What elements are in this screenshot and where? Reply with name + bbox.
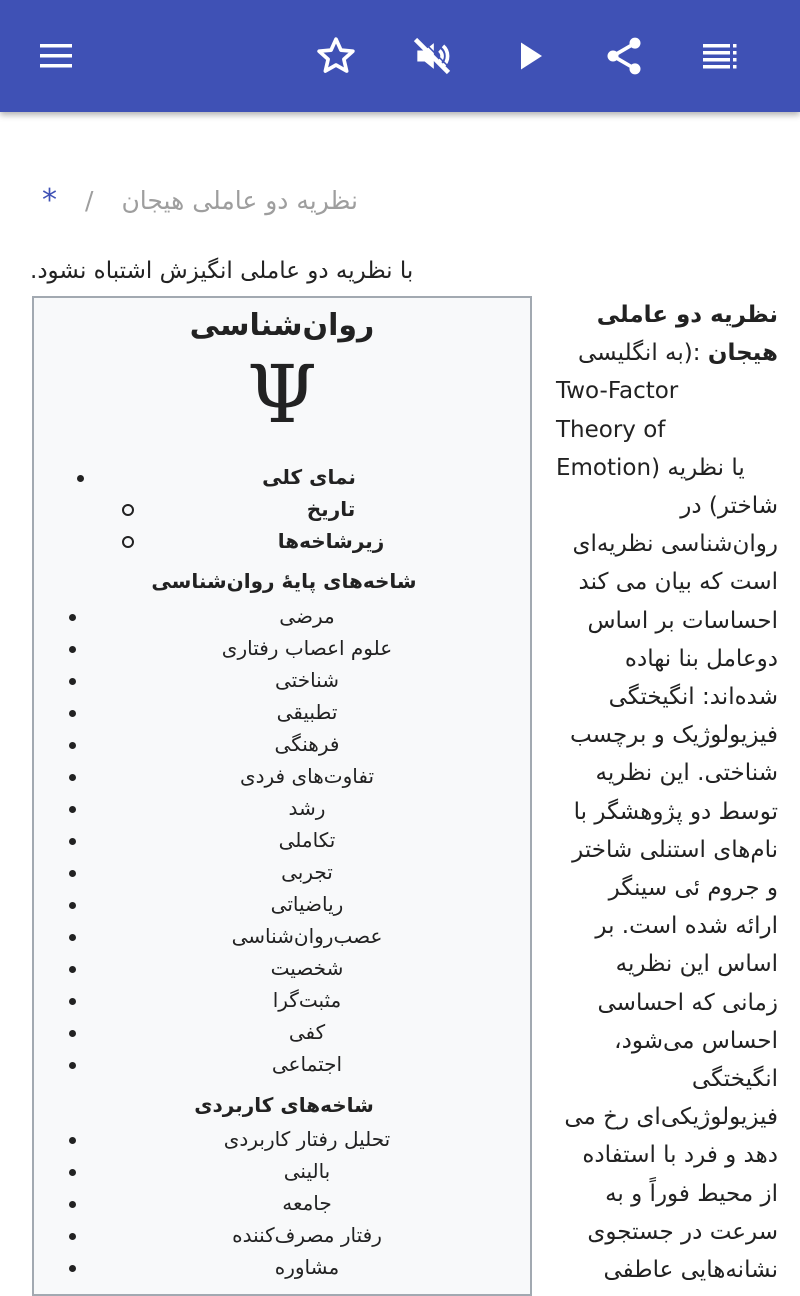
- basic-branch-item[interactable]: [34, 600, 530, 632]
- basic-branch-item[interactable]: [34, 760, 530, 792]
- bullet-icon: [69, 934, 76, 941]
- applied-branch-item-label: بالینی: [283, 1159, 331, 1183]
- breadcrumb-separator: /: [85, 185, 94, 215]
- article-line-text: Theory of: [556, 416, 666, 443]
- article-line: [556, 984, 778, 1022]
- article-line-text: فیزیولوژیک و برچسب: [569, 722, 778, 749]
- basic-branch-item[interactable]: [34, 728, 530, 760]
- article-line: [556, 411, 778, 449]
- basic-branch-item-label: شخصیت: [270, 956, 344, 980]
- article-line-text: اساس این نظریه: [615, 951, 778, 978]
- hamburger-menu-icon[interactable]: [32, 32, 80, 80]
- bullet-icon: [69, 710, 76, 717]
- table-of-contents-icon[interactable]: [696, 32, 744, 80]
- infobox-title: روان‌شناسی: [189, 308, 375, 343]
- applied-branch-item[interactable]: [34, 1251, 530, 1283]
- article-line-text: روان‌شناسی نظریه‌ای: [572, 531, 778, 558]
- basic-branch-item-label: تکاملی: [278, 828, 336, 852]
- basic-branch-item-label: رشد: [288, 796, 326, 820]
- basic-branch-item-label: تطبیقی: [276, 700, 338, 724]
- article-line: [556, 1060, 778, 1098]
- applied-branch-item[interactable]: [34, 1219, 530, 1251]
- basic-branch-item[interactable]: [34, 856, 530, 888]
- overview-item-label: نمای کلی: [262, 465, 356, 489]
- article-line-text: Emotion) یا نظریه: [556, 454, 745, 481]
- infobox: [32, 296, 532, 1296]
- bullet-icon: [69, 742, 76, 749]
- basic-branch-item[interactable]: [34, 632, 530, 664]
- applied-branch-item-label: مشاوره: [274, 1255, 340, 1279]
- bullet-icon: [69, 1062, 76, 1069]
- article-line-text: از محیط فوراً و به: [605, 1180, 778, 1207]
- article-line: [556, 1098, 778, 1136]
- applied-branches-heading: [34, 1089, 530, 1121]
- hatnote: .با نظریه دو عاملی انگیزش اشتباه نشود: [30, 258, 414, 284]
- article-line-text: نشانه‌هایی عاطفی: [603, 1257, 778, 1284]
- article-line: [556, 1175, 778, 1213]
- article-line-text: و جروم ئی سینگر: [608, 875, 778, 902]
- basic-branch-item-label: عصب‌روان‌شناسی: [231, 924, 383, 948]
- article-line-text: ارائه شده است. بر: [595, 913, 778, 940]
- basic-branch-item[interactable]: [34, 1048, 530, 1080]
- article-line: [556, 334, 778, 372]
- article-line-text: زمانی که احساسی: [597, 989, 778, 1016]
- basic-branch-item[interactable]: [34, 696, 530, 728]
- article-line-text: دهد و فرد با استفاده: [582, 1142, 778, 1169]
- bullet-icon: [69, 838, 76, 845]
- bullet-icon: [69, 1137, 76, 1144]
- star-outline-icon[interactable]: [312, 32, 360, 80]
- basic-branches-heading: [34, 565, 530, 597]
- breadcrumb: [42, 180, 358, 220]
- article-text: [556, 296, 778, 1289]
- article-line-text: سرعت در جستجوی: [587, 1218, 778, 1245]
- basic-branch-item[interactable]: [34, 952, 530, 984]
- article-line: [556, 602, 778, 640]
- circle-bullet-icon: [122, 504, 134, 516]
- basic-branch-item[interactable]: [34, 888, 530, 920]
- article-line: [556, 296, 778, 334]
- circle-bullet-icon: [122, 536, 134, 548]
- article-bold-term: هیجان: [707, 340, 778, 367]
- article-line-text: توسط دو پژوهشگر با: [573, 798, 778, 825]
- article-line-text: احساس می‌شود،: [614, 1027, 778, 1054]
- applied-branch-item[interactable]: [34, 1155, 530, 1187]
- overview-subitem[interactable]: [34, 525, 530, 557]
- breadcrumb-root-link[interactable]: *: [42, 182, 57, 218]
- applied-branch-item[interactable]: [34, 1123, 530, 1155]
- article-line-text: انگیختگی: [691, 1066, 778, 1093]
- basic-branch-item-label: مثبت‌گرا: [272, 988, 342, 1012]
- applied-branch-item[interactable]: [34, 1187, 530, 1219]
- basic-branch-item-label: تفاوت‌های فردی: [239, 764, 375, 788]
- article-line: [556, 487, 778, 525]
- basic-branch-item[interactable]: [34, 664, 530, 696]
- basic-branch-item-label: ریاضیاتی: [270, 892, 344, 916]
- article-line: [556, 525, 778, 563]
- basic-branch-item-label: شناختی: [275, 668, 339, 692]
- basic-branch-item-label: فرهنگی: [274, 732, 340, 756]
- bullet-icon: [69, 870, 76, 877]
- article-line-text: است که بیان می کند: [578, 569, 778, 596]
- article-line-text: شاختر) در: [680, 493, 778, 520]
- basic-branch-item[interactable]: [34, 824, 530, 856]
- psi-symbol: Ψ: [246, 348, 318, 441]
- bullet-icon: [69, 806, 76, 813]
- basic-branch-item[interactable]: [34, 920, 530, 952]
- overview-subitem[interactable]: [34, 493, 530, 525]
- article-line: [556, 678, 778, 716]
- applied-branch-item-label: جامعه: [282, 1191, 332, 1215]
- article-line: [556, 372, 778, 410]
- article-bold-term: نظریه دو عاملی: [596, 302, 778, 328]
- article-line-text: نام‌های استنلی شاختر: [572, 836, 778, 863]
- applied-branches-heading-label: شاخه‌های کاربردی: [194, 1093, 374, 1117]
- article-line: [556, 640, 778, 678]
- bullet-icon: [69, 1233, 76, 1240]
- article-line-text: Two-Factor: [556, 378, 679, 405]
- play-icon[interactable]: [506, 32, 554, 80]
- article-line: [556, 1136, 778, 1174]
- basic-branch-item-label: علوم اعصاب رفتاری: [221, 636, 393, 660]
- article-line: [556, 869, 778, 907]
- overview-subitem-label: تاریخ: [306, 497, 356, 521]
- bullet-icon: [69, 774, 76, 781]
- bullet-icon: [69, 902, 76, 909]
- basic-branch-item[interactable]: [34, 984, 530, 1016]
- article-line: [556, 1213, 778, 1251]
- breadcrumb-current: نظریه دو عاملی هیجان: [121, 185, 358, 215]
- article-line-text: شناختی. این نظریه: [595, 760, 778, 787]
- bullet-icon: [69, 614, 76, 621]
- article-line: [556, 793, 778, 831]
- article-line: [556, 563, 778, 601]
- app-bar: [0, 0, 800, 112]
- article-line: [556, 945, 778, 983]
- basic-branch-item-label: مرضی: [279, 604, 335, 628]
- bullet-icon: [69, 678, 76, 685]
- basic-branches-heading-label: شاخه‌های پایهٔ روان‌شناسی: [151, 569, 417, 593]
- article-line-text: فیزیولوژیکی‌ای رخ می: [564, 1104, 778, 1131]
- article-line: [556, 716, 778, 754]
- bullet-icon: [69, 1201, 76, 1208]
- article-line: [556, 449, 778, 487]
- article-line-text: :(به انگلیسی: [577, 340, 708, 367]
- article-line-text: دوعامل بنا نهاده: [624, 645, 778, 672]
- bullet-icon: [69, 1169, 76, 1176]
- article-line-text: احساسات بر اساس: [587, 607, 778, 634]
- bullet-icon: [77, 475, 84, 482]
- article-line: [556, 754, 778, 792]
- share-icon[interactable]: [600, 32, 648, 80]
- basic-branch-item-label: تجربی: [281, 860, 333, 884]
- applied-branch-item-label: تحلیل رفتار کاربردی: [223, 1127, 391, 1151]
- bullet-icon: [69, 998, 76, 1005]
- volume-off-icon[interactable]: [408, 32, 456, 80]
- bullet-icon: [69, 1265, 76, 1272]
- bullet-icon: [69, 646, 76, 653]
- overview-item[interactable]: [34, 461, 530, 493]
- basic-branch-item-label: کفی: [288, 1020, 326, 1044]
- bullet-icon: [69, 1030, 76, 1037]
- basic-branch-item[interactable]: [34, 792, 530, 824]
- basic-branch-item[interactable]: [34, 1016, 530, 1048]
- bullet-icon: [69, 966, 76, 973]
- article-line-text: شده‌اند: انگیختگی: [608, 684, 778, 711]
- article-line: [556, 831, 778, 869]
- article-line: [556, 1251, 778, 1289]
- basic-branch-item-label: اجتماعی: [271, 1052, 343, 1076]
- overview-subitem-label: زیرشاخه‌ها: [277, 529, 385, 553]
- article-line: [556, 907, 778, 945]
- article-line: [556, 1022, 778, 1060]
- applied-branch-item-label: رفتار مصرف‌کننده: [232, 1223, 382, 1247]
